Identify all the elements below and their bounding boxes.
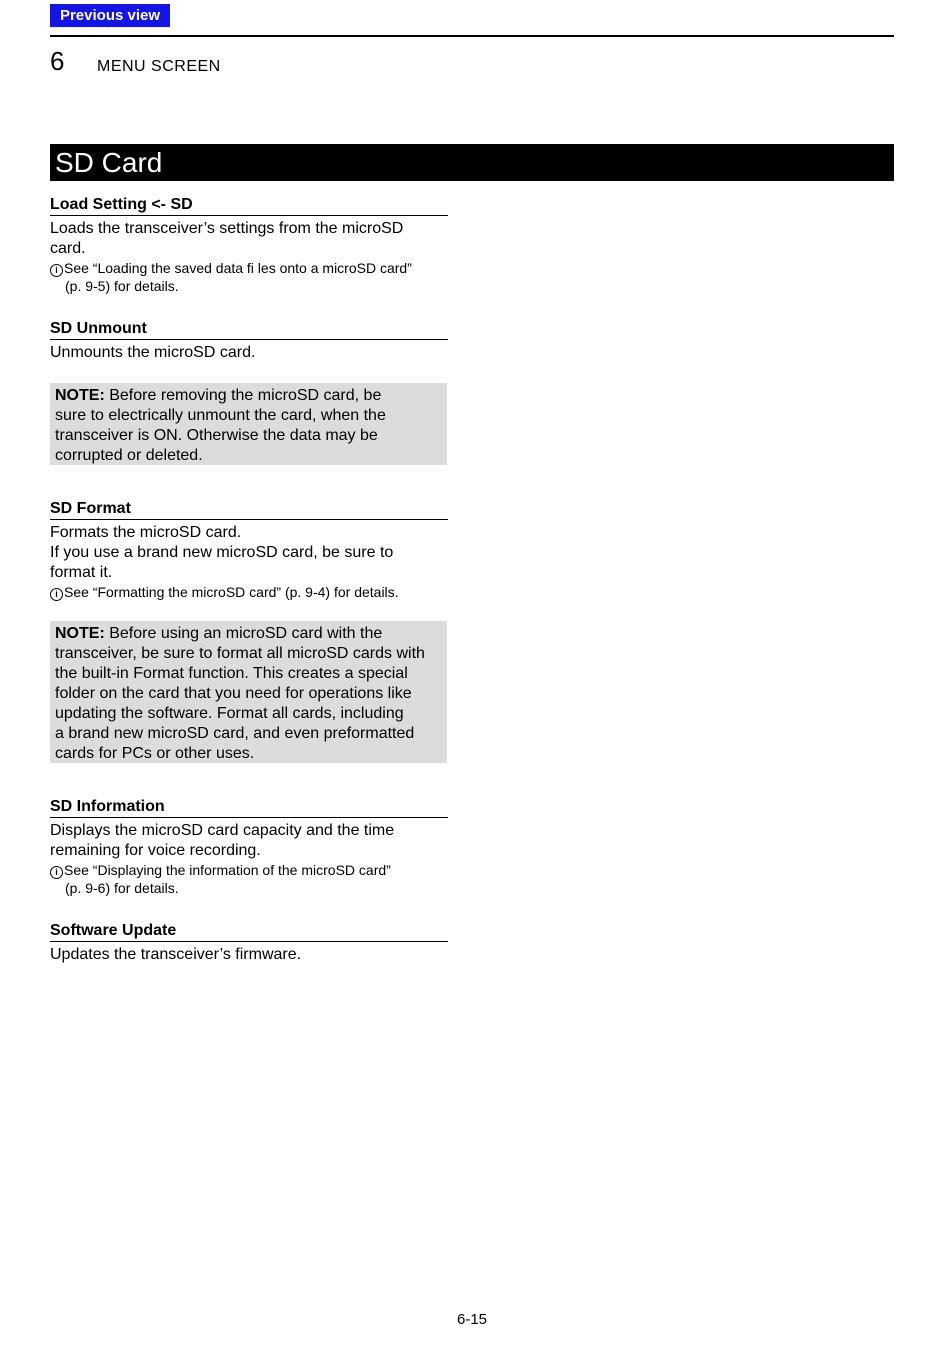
reference-note <box>50 861 448 897</box>
note-line: transceiver is ON. Otherwise the data may be <box>55 427 378 444</box>
item-heading: Software Update <box>50 921 448 942</box>
item-sd-format <box>50 499 448 601</box>
note-box-format <box>50 621 447 763</box>
item-software-update <box>50 921 448 965</box>
item-heading: Load Setting <- SD <box>50 195 448 216</box>
note-line: Before using an microSD card with the <box>104 625 383 642</box>
header-rule <box>50 35 894 37</box>
reference-note <box>50 583 448 601</box>
reference-link-cont: (p. 9-6) for details. <box>65 880 179 896</box>
reference-link: See “Loading the saved data fi les onto a microSD card” <box>64 260 412 276</box>
description-line: Formats the microSD card. <box>50 524 242 541</box>
note-label: NOTE: <box>55 625 105 642</box>
description-line: Updates the transceiver’s firmware. <box>50 946 302 963</box>
item-description <box>50 821 448 861</box>
page-number: 6-15 <box>456 1311 488 1328</box>
reference-link: See “Formatting the microSD card” (p. 9-4) for details. <box>64 584 399 600</box>
item-description <box>50 219 448 259</box>
item-description <box>50 945 448 965</box>
note-label: NOTE: <box>55 387 105 404</box>
item-heading: SD Format <box>50 499 448 520</box>
note-line: sure to electrically unmount the card, when the <box>55 407 386 424</box>
previous-view-button[interactable]: Previous view <box>50 4 170 27</box>
description-line: Displays the microSD card capacity and the time <box>50 822 395 839</box>
info-circle-icon: i <box>50 588 63 601</box>
description-line: card. <box>50 240 86 257</box>
note-line: the built-in Format function. This creates a special <box>55 665 408 682</box>
info-circle-icon: i <box>50 264 63 277</box>
note-line: corrupted or deleted. <box>55 447 203 464</box>
description-line: If you use a brand new microSD card, be sure to <box>50 544 394 561</box>
reference-note <box>50 259 448 295</box>
item-description <box>50 523 448 583</box>
section-title: SD Card <box>50 144 894 181</box>
item-heading: SD Information <box>50 797 448 818</box>
item-sd-information <box>50 797 448 897</box>
note-line: updating the software. Format all cards, including <box>55 705 404 722</box>
description-line: Loads the transceiver’s settings from the microSD <box>50 220 404 237</box>
reference-link: See “Displaying the information of the microSD card” <box>64 862 391 878</box>
note-box-unmount <box>50 383 447 465</box>
item-description <box>50 343 448 363</box>
description-line: Unmounts the microSD card. <box>50 344 256 361</box>
info-circle-icon: i <box>50 866 63 879</box>
item-sd-unmount <box>50 319 448 363</box>
description-line: remaining for voice recording. <box>50 842 261 859</box>
item-heading: SD Unmount <box>50 319 448 340</box>
note-line: folder on the card that you need for operations like <box>55 685 412 702</box>
note-line: a brand new microSD card, and even preformatted <box>55 725 415 742</box>
note-line: Before removing the microSD card, be <box>104 387 382 404</box>
chapter-title: MENU SCREEN <box>97 58 221 75</box>
description-line: format it. <box>50 564 113 581</box>
note-line: cards for PCs or other uses. <box>55 745 255 762</box>
note-line: transceiver, be sure to format all microSD cards with <box>55 645 425 662</box>
reference-link-cont: (p. 9-5) for details. <box>65 278 179 294</box>
chapter-number: 6 <box>50 46 65 76</box>
item-load-setting <box>50 195 448 295</box>
